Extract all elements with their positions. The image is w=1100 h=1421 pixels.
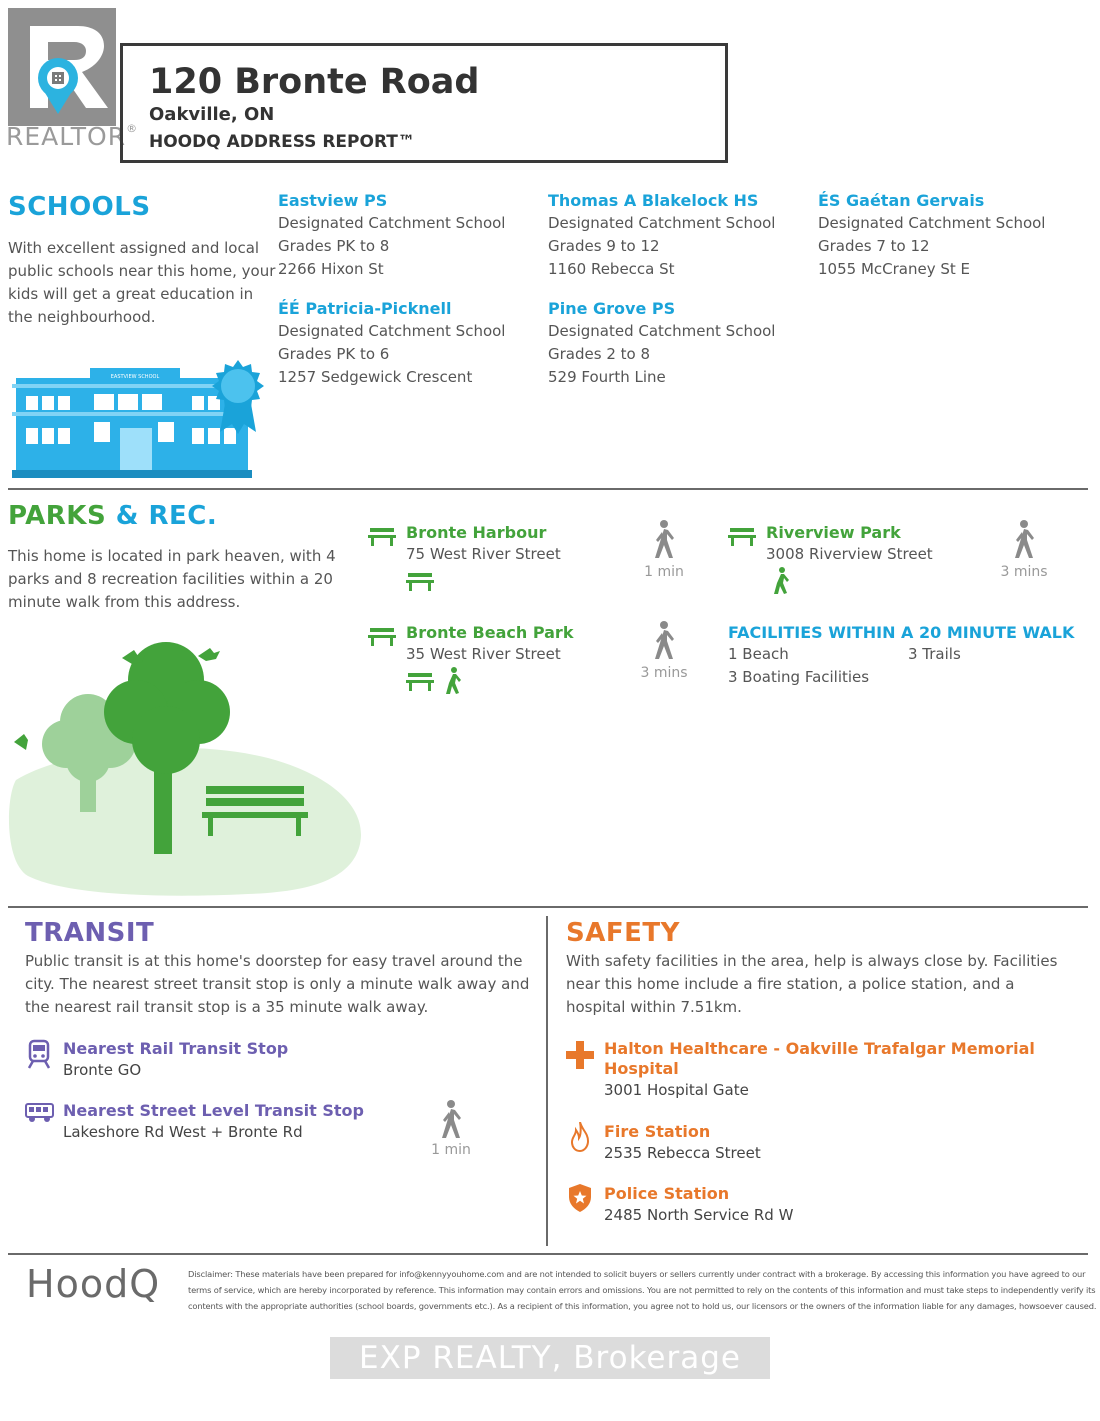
- facilities-title: FACILITIES WITHIN A 20 MINUTE WALK: [728, 623, 1075, 642]
- report-label: HOODQ ADDRESS REPORT™: [149, 132, 415, 152]
- school-type: Designated Catchment School: [818, 214, 1046, 232]
- school-address: 1055 McCraney St E: [818, 260, 970, 278]
- walk-time-label: 3 mins: [1000, 564, 1048, 580]
- bench-icon: [368, 626, 396, 652]
- school-grades: Grades PK to 8: [278, 237, 390, 255]
- disclaimer-line-3: contents with the appropriate authorities (school boards, governments etc.). As a recipient of this information, you agree not to hold us, our licensors or the owners of the information liable for any damages, howsoever caused.: [188, 1301, 1097, 1311]
- facility-boating: 3 Boating Facilities: [728, 668, 870, 686]
- walking-person-icon: [652, 621, 676, 665]
- walk-time-label: 3 mins: [640, 665, 688, 681]
- park-address: 3008 Riverview Street: [766, 545, 933, 563]
- school-name: Eastview PS: [278, 191, 388, 210]
- park-item-riverview: [728, 523, 988, 593]
- park-address: 35 West River Street: [406, 645, 561, 663]
- section-divider: [8, 1253, 1088, 1255]
- school-name: Pine Grove PS: [548, 299, 676, 318]
- park-trees-icon: [8, 630, 368, 900]
- bench-icon: [406, 571, 434, 597]
- watermark: [330, 1337, 770, 1379]
- school-type: Designated Catchment School: [278, 322, 506, 340]
- realtor-logo-text: REALTOR®: [6, 122, 139, 151]
- facility-trails: 3 Trails: [908, 645, 961, 663]
- walk-time-label: 1 min: [431, 1142, 471, 1158]
- school-address: 1257 Sedgewick Crescent: [278, 368, 473, 386]
- park-name: Bronte Beach Park: [406, 623, 574, 642]
- walk-time-bronte-harbour: [634, 520, 694, 584]
- walk-time-label: 1 min: [644, 564, 684, 580]
- hospital-name-line2: Hospital: [604, 1059, 679, 1078]
- school-name: ÉÉ Patricia-Picknell: [278, 299, 452, 318]
- parks-title: PARKS & REC.: [8, 501, 218, 531]
- facility-beach: 1 Beach: [728, 645, 789, 663]
- school-address: 2266 Hixon St: [278, 260, 384, 278]
- hiker-icon: [772, 567, 790, 599]
- school-name: Thomas A Blakelock HS: [548, 191, 759, 210]
- parks-description: This home is located in park heaven, with 4 parks and 8 recreation facilities within a 20 minute walk from this address.: [8, 547, 336, 611]
- award-badge-icon: [210, 358, 266, 434]
- police-shield-icon: [568, 1184, 592, 1216]
- page-title: 120 Bronte Road: [149, 62, 480, 102]
- rail-stop-name: Bronte GO: [63, 1061, 142, 1079]
- vertical-divider: [546, 916, 548, 1246]
- police-station-item: [566, 1182, 1086, 1228]
- school-item-thomas-blakelock: [548, 191, 808, 283]
- hospital-item: [566, 1037, 1086, 1103]
- bench-icon: [728, 526, 756, 552]
- schools-description: With excellent assigned and local public schools near this home, your kids will get a great education in the neighbourhood.: [8, 239, 276, 326]
- disclaimer-line-1: Disclaimer: These materials have been prepared for info@kennyyouhome.com and are not intended to solicit buyers or sellers currently under contract with a brokerage. By accessing this information you have agreed to our: [188, 1269, 1086, 1279]
- transit-description: Public transit is at this home's doorstep for easy travel around the city. The nearest street transit stop is only a minute walk away and the nearest rail transit stop is a 35 minute walk away.: [25, 952, 530, 1016]
- school-name: ÉS Gaétan Gervais: [818, 191, 985, 210]
- schools-title: SCHOOLS: [8, 192, 151, 222]
- school-building-label: EASTVIEW SCHOOL: [110, 374, 160, 380]
- watermark-text: EXP REALTY, Brokerage: [359, 1340, 741, 1376]
- transit-title: TRANSIT: [25, 918, 155, 948]
- medical-cross-icon: [566, 1041, 594, 1073]
- bench-icon: [368, 526, 396, 552]
- school-grades: Grades 9 to 12: [548, 237, 660, 255]
- hospital-name: Halton Healthcare - Oakville Trafalgar Memorial: [604, 1039, 1035, 1058]
- school-item-eastview: [278, 191, 538, 283]
- school-item-gaetan-gervais: [818, 191, 1088, 283]
- walking-person-icon: [652, 520, 676, 564]
- section-divider: [8, 488, 1088, 490]
- header-box: [120, 43, 728, 163]
- school-type: Designated Catchment School: [548, 322, 776, 340]
- school-type: Designated Catchment School: [548, 214, 776, 232]
- hoodq-logo: HoodQ: [26, 1262, 161, 1306]
- section-divider: [8, 906, 1088, 908]
- school-item-pine-grove: [548, 299, 808, 391]
- safety-title: SAFETY: [566, 918, 680, 948]
- safety-description: With safety facilities in the area, help is always close by. Facilities near this home include a fire station, a police station, and a hospital within 7.51km.: [566, 952, 1058, 1016]
- hospital-address: 3001 Hospital Gate: [604, 1081, 749, 1099]
- walk-time-riverview: [994, 520, 1054, 584]
- school-address: 529 Fourth Line: [548, 368, 666, 386]
- walk-time-bronte-beach: [634, 621, 694, 685]
- hiker-icon: [444, 667, 462, 699]
- school-item-patricia-picknell: [278, 299, 538, 391]
- street-stop-name: Lakeshore Rd West + Bronte Rd: [63, 1123, 303, 1141]
- street-stop-title: Nearest Street Level Transit Stop: [63, 1101, 364, 1120]
- fire-station-address: 2535 Rebecca Street: [604, 1144, 761, 1162]
- facilities-block: [728, 623, 1088, 693]
- school-address: 1160 Rebecca St: [548, 260, 675, 278]
- school-grades: Grades PK to 6: [278, 345, 390, 363]
- walking-person-icon: [1012, 520, 1036, 564]
- fire-station-name: Fire Station: [604, 1122, 711, 1141]
- park-address: 75 West River Street: [406, 545, 561, 563]
- rail-transit-item: [25, 1037, 525, 1085]
- train-icon: [27, 1039, 51, 1073]
- park-name: Bronte Harbour: [406, 523, 547, 542]
- park-illustration: [8, 630, 368, 900]
- city-label: Oakville, ON: [149, 104, 275, 125]
- school-type: Designated Catchment School: [278, 214, 506, 232]
- school-grades: Grades 2 to 8: [548, 345, 650, 363]
- disclaimer-line-2: terms of service, which are hereby incorporated by reference. This information may contain errors and omissions. You are not permitted to rely on the contents of this information and must take steps to independently verify its: [188, 1285, 1096, 1295]
- fire-station-item: [566, 1120, 1086, 1166]
- park-name: Riverview Park: [766, 523, 901, 542]
- walk-time-street-transit: [421, 1100, 481, 1164]
- flame-icon: [570, 1122, 590, 1156]
- walking-person-icon: [439, 1100, 463, 1144]
- school-grades: Grades 7 to 12: [818, 237, 930, 255]
- bench-icon: [406, 671, 434, 697]
- location-pin-icon: [36, 56, 80, 116]
- rail-stop-title: Nearest Rail Transit Stop: [63, 1039, 289, 1058]
- police-station-address: 2485 North Service Rd W: [604, 1206, 794, 1224]
- police-station-name: Police Station: [604, 1184, 730, 1203]
- bus-icon: [25, 1103, 55, 1127]
